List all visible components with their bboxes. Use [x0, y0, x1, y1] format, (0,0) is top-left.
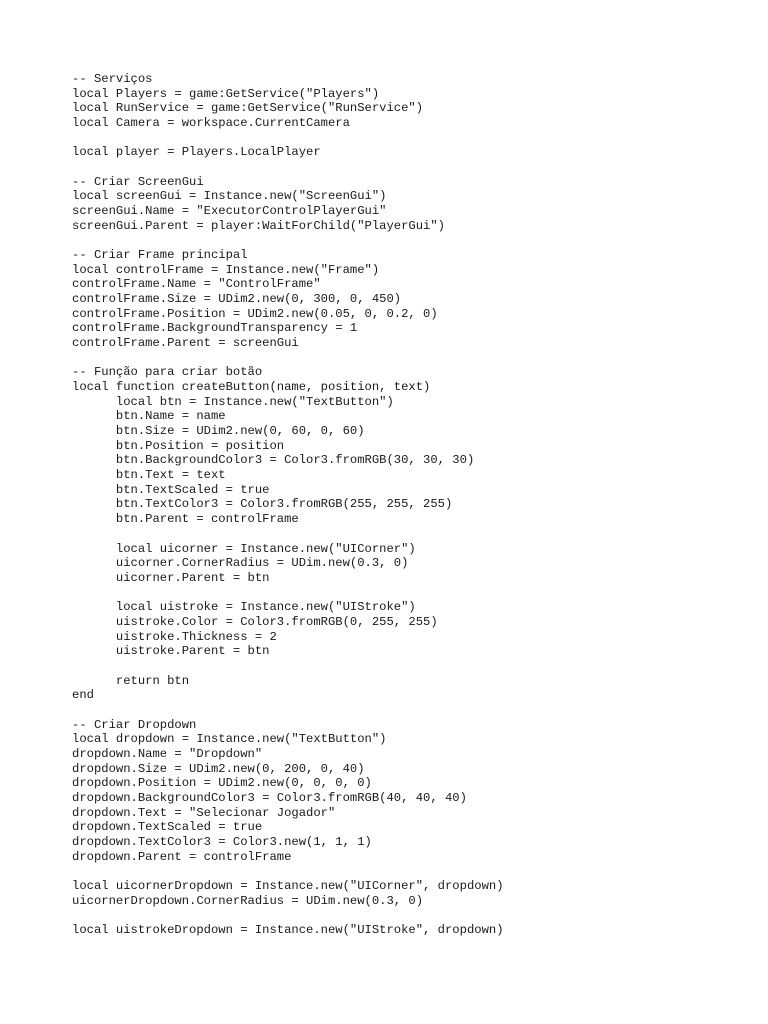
code-line: dropdown.Size = UDim2.new(0, 200, 0, 40): [72, 761, 365, 776]
code-line: btn.Position = position: [72, 438, 285, 453]
code-line: uistroke.Thickness = 2: [72, 629, 277, 644]
code-line: [72, 908, 752, 923]
code-line: uicorner.Parent = btn: [72, 570, 270, 585]
code-line: dropdown.TextColor3 = Color3.new(1, 1, 1): [72, 834, 372, 849]
code-listing: [72, 72, 752, 938]
code-line: -- Criar Frame principal: [72, 248, 248, 263]
code-line: local function createButton(name, position, text): [72, 380, 431, 395]
code-line: local btn = Instance.new("TextButton"): [72, 394, 394, 409]
code-line: [72, 659, 752, 674]
code-line: dropdown.TextScaled = true: [72, 820, 263, 835]
code-line: [72, 864, 752, 879]
code-line: local uistroke = Instance.new("UIStroke"): [72, 600, 416, 615]
code-line: btn.TextColor3 = Color3.fromRGB(255, 255, 255): [72, 497, 453, 512]
code-line: local screenGui = Instance.new("ScreenGui"): [72, 189, 387, 204]
code-line: [72, 703, 752, 718]
code-line: controlFrame.Size = UDim2.new(0, 300, 0, 450): [72, 292, 402, 307]
code-line: [72, 351, 752, 366]
code-line: -- Serviços: [72, 72, 153, 86]
code-line: local controlFrame = Instance.new("Frame"): [72, 262, 380, 277]
code-line: [72, 233, 752, 248]
code-line: local dropdown = Instance.new("TextButton"): [72, 732, 387, 747]
code-line: btn.Size = UDim2.new(0, 60, 0, 60): [72, 424, 365, 439]
code-line: btn.Name = name: [72, 409, 226, 424]
code-line: -- Criar Dropdown: [72, 717, 197, 732]
code-line: return btn: [72, 673, 190, 688]
code-line: controlFrame.Parent = screenGui: [72, 336, 299, 351]
code-line: local Players = game:GetService("Players"): [72, 86, 380, 101]
code-line: controlFrame.Name = "ControlFrame": [72, 277, 321, 292]
code-line: btn.Text = text: [72, 468, 226, 483]
code-line: local uistrokeDropdown = Instance.new("UIStroke", dropdown): [72, 922, 504, 937]
code-line: local uicorner = Instance.new("UICorner"): [72, 541, 416, 556]
code-line: btn.BackgroundColor3 = Color3.fromRGB(30, 30, 30): [72, 453, 475, 468]
code-line: btn.TextScaled = true: [72, 482, 270, 497]
code-line: [72, 160, 752, 175]
code-line: dropdown.Position = UDim2.new(0, 0, 0, 0): [72, 776, 372, 791]
code-line: uicorner.CornerRadius = UDim.new(0.3, 0): [72, 556, 409, 571]
code-line: dropdown.BackgroundColor3 = Color3.fromRGB(40, 40, 40): [72, 790, 467, 805]
code-line: controlFrame.BackgroundTransparency = 1: [72, 321, 358, 336]
code-line: -- Função para criar botão: [72, 365, 263, 380]
code-line: [72, 586, 752, 601]
code-line: uistroke.Color = Color3.fromRGB(0, 255, 255): [72, 614, 438, 629]
code-line: dropdown.Text = "Selecionar Jogador": [72, 805, 336, 820]
code-line: btn.Parent = controlFrame: [72, 512, 299, 527]
code-line: local uicornerDropdown = Instance.new("UICorner", dropdown): [72, 878, 504, 893]
code-line: uistroke.Parent = btn: [72, 644, 270, 659]
code-line: dropdown.Parent = controlFrame: [72, 849, 292, 864]
code-line: [72, 131, 752, 146]
code-line: screenGui.Name = "ExecutorControlPlayerGui": [72, 204, 387, 219]
code-line: -- Criar ScreenGui: [72, 174, 204, 189]
code-line: uicornerDropdown.CornerRadius = UDim.new(0.3, 0): [72, 893, 424, 908]
code-line: dropdown.Name = "Dropdown": [72, 746, 263, 761]
code-line: local Camera = workspace.CurrentCamera: [72, 116, 350, 131]
code-line: controlFrame.Position = UDim2.new(0.05, 0, 0.2, 0): [72, 306, 438, 321]
code-line: [72, 527, 752, 542]
code-line: screenGui.Parent = player:WaitForChild("PlayerGui"): [72, 218, 445, 233]
code-line: end: [72, 688, 94, 703]
code-line: local RunService = game:GetService("RunService"): [72, 101, 424, 116]
code-line: local player = Players.LocalPlayer: [72, 145, 321, 160]
